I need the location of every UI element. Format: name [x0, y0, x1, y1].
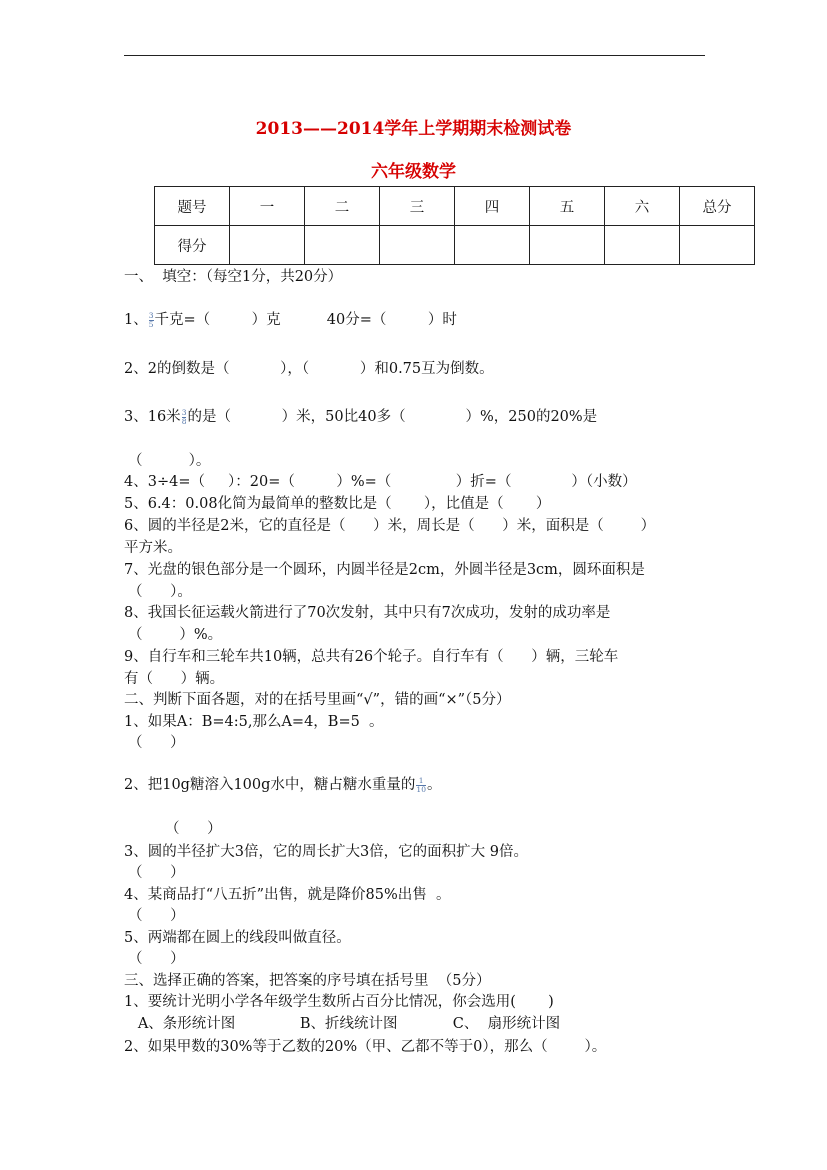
question-1-3-continued: （ ）。	[128, 453, 211, 469]
fraction-denominator: 10	[416, 784, 426, 794]
score-cell	[455, 226, 530, 265]
question-3-2: 2、如果甲数的30%等于乙数的20%（甲、乙都不等于0），那么（ ）。	[124, 1039, 607, 1055]
question-text: 的是（ ）米，50比40多（ ）%，250的20%是	[187, 409, 598, 425]
question-1-4: 4、3÷4=（ ）：20=（ ）%=（ ）折=（ ）（小数）	[124, 474, 637, 490]
question-1-2: 2、2的倒数是（ ），（ ）和0.75互为倒数。	[124, 361, 494, 377]
question-1-1	[124, 311, 457, 329]
question-2-2	[124, 776, 441, 794]
fraction-denominator: 5	[148, 319, 154, 329]
exam-title: 2013——2014学年上学期期末检测试卷	[255, 119, 572, 139]
score-table	[154, 186, 755, 265]
question-2-5: 5、两端都在圆上的线段叫做直径。	[124, 930, 351, 946]
question-2-3: 3、圆的半径扩大3倍，它的周长扩大3倍，它的面积扩大 9倍。	[124, 844, 529, 860]
question-text: 2、把10g糖溶入100g水中，糖占糖水重量的	[124, 777, 416, 793]
score-table-header-cell: 三	[380, 187, 455, 226]
question-2-1: 1、如果A：B=4:5,那么A=4，B=5 。	[124, 714, 384, 730]
score-table-header-cell: 总分	[680, 187, 755, 226]
fraction-denominator: 8	[181, 416, 187, 426]
question-2-4: 4、某商品打“八五折”出售，就是降价85%出售 。	[124, 887, 451, 903]
question-1-8-continued: （ ）%。	[128, 627, 223, 643]
score-table-header-cell: 四	[455, 187, 530, 226]
question-text: 千克=（ ）克 40分=（ ）时	[154, 312, 457, 328]
score-table-score-row	[155, 226, 755, 265]
score-table-row-label: 得分	[155, 226, 230, 265]
score-table-header-row	[155, 187, 755, 226]
question-3-1-options: A、条形统计图 B、折线统计图 C、 扇形统计图	[124, 1016, 561, 1032]
score-cell	[680, 226, 755, 265]
score-table-header-cell: 题号	[155, 187, 230, 226]
question-1-8: 8、我国长征运载火箭进行了70次发射，其中只有7次成功，发射的成功率是	[124, 605, 611, 621]
fraction	[149, 312, 154, 329]
score-cell	[230, 226, 305, 265]
section3-heading: 三、选择正确的答案，把答案的序号填在括号里 （5分）	[124, 973, 491, 989]
question-1-9-continued: 有（ ）辆。	[124, 671, 225, 687]
question-1-5: 5、6.4：0.08化简为最简单的整数比是（ ），比值是（ ）	[124, 496, 551, 512]
score-table-header-cell: 五	[530, 187, 605, 226]
score-table-header-cell: 一	[230, 187, 305, 226]
answer-paren: （ ）	[128, 865, 185, 881]
answer-paren: （ ）	[128, 735, 185, 751]
question-text: 3、16米	[124, 409, 181, 425]
question-text: 。	[426, 777, 442, 793]
fraction	[182, 409, 187, 426]
score-cell	[530, 226, 605, 265]
score-cell	[605, 226, 680, 265]
exam-subtitle: 六年级数学	[371, 162, 456, 182]
fraction-numerator: 1	[418, 775, 424, 785]
question-3-1: 1、要统计光明小学各年级学生数所占百分比情况，你会选用( )	[124, 994, 554, 1010]
section2-heading: 二、判断下面各题，对的在括号里画“√”，错的画“×”（5分）	[124, 692, 511, 708]
fraction	[416, 777, 426, 794]
score-cell	[380, 226, 455, 265]
header-rule	[124, 55, 705, 56]
fraction-numerator: 3	[181, 407, 187, 417]
question-1-9: 9、自行车和三轮车共10辆，总共有26个轮子。自行车有（ ）辆，三轮车	[124, 649, 619, 665]
section1-heading: 一、 填空：（每空1分，共20分）	[124, 269, 343, 285]
fraction-numerator: 3	[148, 310, 154, 320]
score-table-header-cell: 六	[605, 187, 680, 226]
question-1-7-continued: （ ）。	[128, 584, 192, 600]
answer-paren: （ ）	[128, 951, 185, 967]
question-1-6-continued: 平方米。	[124, 540, 182, 556]
question-1-3	[124, 408, 597, 426]
score-cell	[305, 226, 380, 265]
question-text: 1、	[124, 312, 148, 328]
question-1-7: 7、光盘的银色部分是一个圆环，内圆半径是2cm，外圆半径是3cm，圆环面积是	[124, 562, 645, 578]
answer-paren: （ ）	[165, 821, 222, 837]
score-table-header-cell: 二	[305, 187, 380, 226]
question-1-6: 6、圆的半径是2米，它的直径是（ ）米，周长是（ ）米，面积是（ ）	[124, 518, 656, 534]
answer-paren: （ ）	[128, 908, 185, 924]
